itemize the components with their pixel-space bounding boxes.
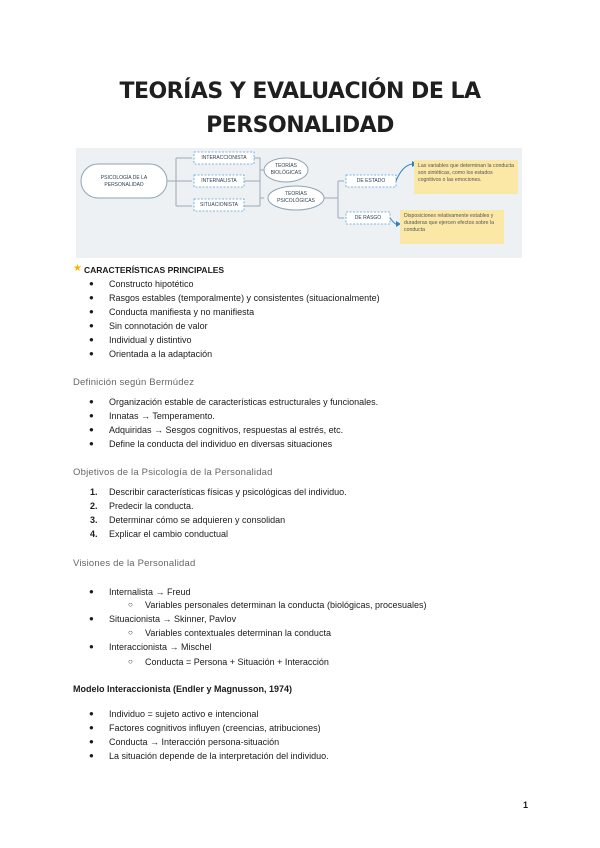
list-number: 2. (90, 501, 98, 511)
list-item: Define la conducta del individuo en diversas situaciones (109, 439, 333, 449)
bullet-icon: ● (89, 614, 94, 623)
list-item: Internalista → Freud (109, 587, 191, 597)
bullet-icon: ● (89, 723, 94, 732)
list-item: Individuo = sujeto activo e intencional (109, 709, 259, 719)
bullet-icon: ● (89, 587, 94, 596)
list-item: Rasgos estables (temporalmente) y consistentes (situacionalmente) (109, 293, 380, 303)
sub-bullet-icon: ○ (128, 657, 133, 666)
diagram-branch-internalista: INTERNALISTA (201, 178, 237, 184)
diagram-theory-biologicas: TEORÍAS BIOLÓGICAS (270, 163, 302, 176)
sub-list-item: Conducta = Persona + Situación + Interacción (145, 657, 329, 667)
bullet-icon: ● (89, 737, 94, 746)
page-title-line-2: PERSONALIDAD (206, 113, 394, 138)
list-number: 4. (90, 529, 98, 539)
bullet-icon: ● (89, 411, 94, 420)
diagram-branch-situacionista: SITUACIONISTA (200, 202, 238, 208)
list-item: Explicar el cambio conductual (109, 529, 229, 539)
page-title-line-1: TEORÍAS Y EVALUACIÓN DE LA (119, 79, 481, 104)
list-item: Conducta manifiesta y no manifiesta (109, 307, 255, 317)
diagram-note-estado: Las variables que determinan la conducta son sintéticas, como los estados cognitivos o las emociones. (418, 163, 515, 183)
list-item: Individual y distintivo (109, 335, 192, 345)
diagram-note-rasgo: Disposiciones relativamente estables y duraderas que ejercen efectos sobre la conducta (404, 213, 494, 233)
diagram-theory-psicologicas: TEORÍAS PSICOLÓGICAS (277, 191, 315, 204)
concept-map-diagram (76, 148, 522, 258)
bullet-icon: ● (89, 279, 94, 288)
caracteristicas-heading: CARACTERÍSTICAS PRINCIPALES (84, 265, 225, 275)
list-item: Situacionista → Skinner, Pavlov (109, 614, 237, 624)
star-icon: ★ (73, 263, 82, 274)
diagram-type-estado: DE ESTADO (356, 178, 386, 184)
list-item: Predecir la conducta. (109, 501, 194, 511)
diagram-root-label: PSICOLOGÍA DE LA PERSONALIDAD (100, 175, 148, 188)
visiones-heading: Visiones de la Personalidad (73, 558, 196, 569)
list-item: La situación depende de la interpretación del individuo. (109, 751, 329, 761)
objetivos-heading: Objetivos de la Psicología de la Personalidad (73, 467, 273, 478)
list-item: Describir características físicas y psicológicas del individuo. (109, 487, 347, 497)
bullet-icon: ● (89, 397, 94, 406)
bullet-icon: ● (89, 349, 94, 358)
bullet-icon: ● (89, 709, 94, 718)
list-number: 1. (90, 487, 98, 497)
page-number: 1 (522, 800, 528, 810)
definicion-heading: Definición según Bermúdez (73, 377, 195, 388)
diagram-type-rasgo: DE RASGO (354, 215, 382, 221)
bullet-icon: ● (89, 321, 94, 330)
bullet-icon: ● (89, 642, 94, 651)
list-item: Factores cognitivos influyen (creencias, atribuciones) (109, 723, 321, 733)
bullet-icon: ● (89, 751, 94, 760)
list-item: Determinar cómo se adquieren y consolidan (109, 515, 286, 525)
bullet-icon: ● (89, 335, 94, 344)
list-item: Interaccionista → Mischel (109, 642, 212, 652)
bullet-icon: ● (89, 439, 94, 448)
bullet-icon: ● (89, 293, 94, 302)
bullet-icon: ● (89, 307, 94, 316)
list-item: Sin connotación de valor (109, 321, 208, 331)
sub-bullet-icon: ○ (128, 628, 133, 637)
sub-list-item: Variables personales determinan la conducta (biológicas, procesuales) (145, 600, 427, 610)
sub-bullet-icon: ○ (128, 600, 133, 609)
list-item: Constructo hipotético (109, 279, 194, 289)
list-item: Conducta → Interacción persona-situación (109, 737, 280, 747)
modelo-heading: Modelo Interaccionista (Endler y Magnusson, 1974) (73, 684, 293, 694)
list-item: Innatas → Temperamento. (109, 411, 215, 421)
bullet-icon: ● (89, 425, 94, 434)
diagram-branch-interaccionista: INTERACCIONISTA (201, 155, 247, 161)
sub-list-item: Variables contextuales determinan la conducta (145, 628, 331, 638)
list-number: 3. (90, 515, 98, 525)
list-item: Organización estable de características estructurales y funcionales. (109, 397, 379, 407)
list-item: Orientada a la adaptación (109, 349, 213, 359)
list-item: Adquiridas → Sesgos cognitivos, respuestas al estrés, etc. (109, 425, 344, 435)
